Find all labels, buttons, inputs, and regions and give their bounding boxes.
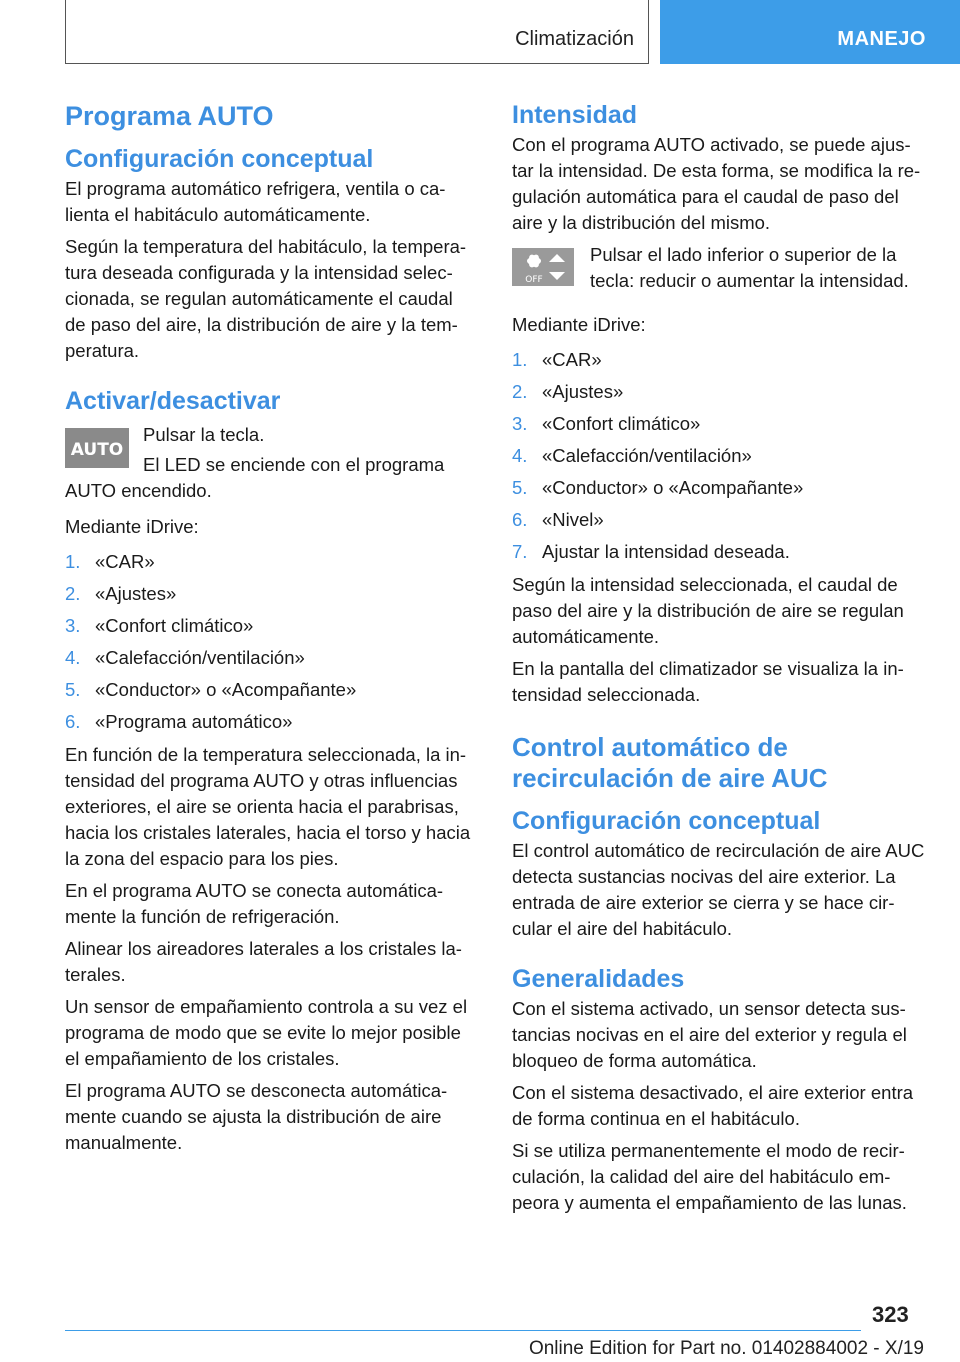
- heading-auc: Control automático de recirculación de aire AUC: [512, 732, 828, 793]
- footer-edition: Online Edition for Part no. 01402884002 - X/19: [528, 1338, 924, 1359]
- chapter-tab: [660, 0, 960, 64]
- heading-configuracion-auc: Configuración conceptual: [512, 807, 821, 835]
- list-item: 6. «Nivel»: [512, 509, 604, 530]
- list-item: 1. «CAR»: [65, 551, 155, 572]
- auto-icon-label: AUTO: [70, 440, 124, 460]
- heading-generalidades: Generalidades: [512, 965, 685, 993]
- paragraph: En el programa AUTO se conecta automática-mente la función de refrigeración.: [65, 880, 444, 927]
- right-column: [512, 100, 926, 1222]
- list-item: 1. «CAR»: [512, 349, 602, 370]
- paragraph: Con el sistema desactivado, el aire exterior entra de forma continua en el habitáculo.: [512, 1082, 914, 1129]
- paragraph: El programa AUTO se desconecta automática-mente cuando se ajusta la distribución de aire manualmente.: [65, 1080, 448, 1153]
- list-item: 7. Ajustar la intensidad deseada.: [512, 541, 790, 562]
- fan-intensity-icon: [512, 248, 574, 286]
- heading-activar: Activar/desactivar: [65, 387, 281, 415]
- footer-divider: [65, 1330, 861, 1331]
- paragraph: En la pantalla del climatizador se visualiza la in-tensidad seleccionada.: [512, 658, 904, 705]
- fan-button-row: [512, 242, 926, 302]
- paragraph: Según la temperatura del habitáculo, la tempera-tura deseada configurada y la intensidad selec-cionada, se regulan automáticamente el caudal de paso del aire, la distribución de aire y la tem-peratura.: [65, 236, 467, 361]
- list-item: 4. «Calefacción/ventilación»: [65, 647, 305, 668]
- list-item: 4. «Calefacción/ventilación»: [512, 445, 752, 466]
- idrive-label: Mediante iDrive:: [65, 516, 199, 537]
- icon-instruction: Pulsar la tecla.: [143, 424, 265, 445]
- list-item: 2. «Ajustes»: [512, 381, 624, 402]
- page-number: 323: [872, 1302, 909, 1327]
- fan-instruction: Pulsar el lado inferior o superior de la tecla: reducir o aumentar la intensidad.: [590, 244, 909, 291]
- paragraph: Con el sistema activado, un sensor detecta sus-tancias nocivas en el aire del exterior y regula el bloqueo de forma automática.: [512, 998, 907, 1071]
- paragraph: Con el programa AUTO activado, se puede ajus-tar la intensidad. De esta forma, se modifica la re-gulación automática para el caudal de paso del aire y la distribución del mismo.: [512, 134, 921, 233]
- heading-intensidad: Intensidad: [512, 101, 638, 129]
- header-box: [65, 0, 649, 64]
- list-item: 3. «Confort climático»: [512, 413, 701, 434]
- paragraph: El control automático de recirculación de aire AUC detecta sustancias nocivas del aire exterior. La entrada de aire exterior se cierra y se hace cir-cular el aire del habitáculo.: [512, 840, 925, 939]
- paragraph: Si se utiliza permanentemente el modo de recir-culación, la calidad del aire del habitáculo em-peora y aumenta el empañamiento de las lunas.: [512, 1140, 907, 1213]
- fan-icon-label: OFF: [525, 275, 543, 285]
- chapter-tab-label: MANEJO: [837, 28, 926, 50]
- heading-configuracion: Configuración conceptual: [65, 145, 374, 173]
- left-column: [65, 100, 477, 1162]
- heading-programa-auto: Programa AUTO: [65, 101, 274, 131]
- list-item: 5. «Conductor» o «Acompañante»: [65, 679, 357, 700]
- list-item: 2. «Ajustes»: [65, 583, 177, 604]
- paragraph: Alinear los aireadores laterales a los cristales la-terales.: [65, 938, 462, 985]
- paragraph: Según la intensidad seleccionada, el caudal de paso del aire y la distribución de aire se regulan automáticamente.: [512, 574, 904, 647]
- paragraph: Un sensor de empañamiento controla a su vez el programa de modo que se evite lo mejor posible el empañamiento de los cristales.: [65, 996, 468, 1069]
- list-item: 6. «Programa automático»: [65, 711, 293, 732]
- paragraph: En función de la temperatura seleccionada, la in-tensidad del programa AUTO y otras influencias exteriores, el aire se orienta hacia el parabrisas, hacia los cristales laterales, hacia el torso y hacia la zona del espacio para los pies.: [65, 744, 471, 869]
- list-item: 3. «Confort climático»: [65, 615, 254, 636]
- icon-description: El LED se enciende con el programa AUTO encendido.: [65, 454, 445, 501]
- section-title: Climatización: [515, 28, 634, 50]
- auto-button-row: [65, 422, 477, 504]
- auto-button-icon: [65, 428, 129, 468]
- steps-list-left: [65, 546, 477, 738]
- paragraph: El programa automático refrigera, ventila o ca-lienta el habitáculo automáticamente.: [65, 178, 446, 225]
- steps-list-right: [512, 344, 926, 568]
- idrive-label: Mediante iDrive:: [512, 314, 646, 335]
- list-item: 5. «Conductor» o «Acompañante»: [512, 477, 804, 498]
